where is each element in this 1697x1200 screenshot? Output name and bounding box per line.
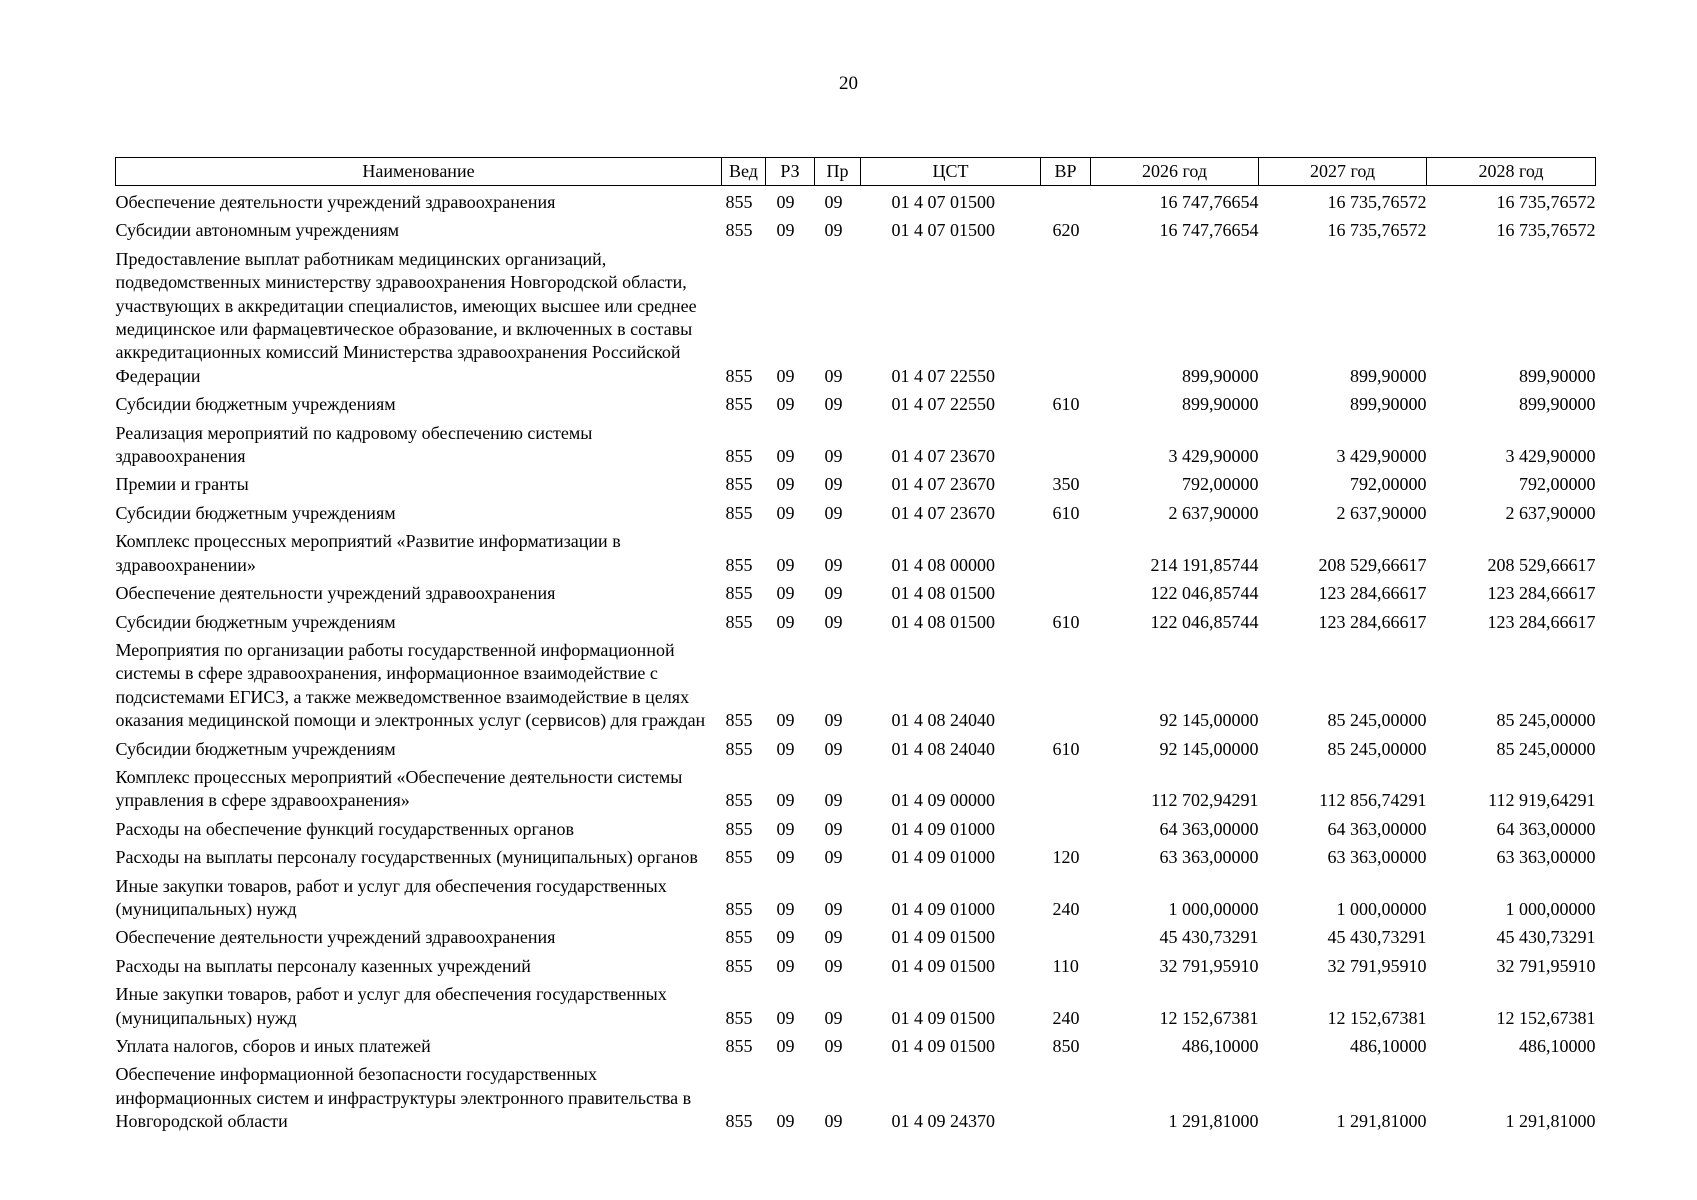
row-vr: 620 [1052, 220, 1080, 241]
table-row [116, 577, 1596, 605]
row-pr: 09 [824, 474, 843, 495]
row-name: Реализация мероприятий по кадровому обеспечению системы здравоохранения [115, 422, 593, 467]
row-ved: 855 [725, 818, 753, 839]
row-ved: 855 [725, 394, 753, 415]
row-vr: 610 [1052, 738, 1080, 759]
row-cst: 01 4 07 23670 [891, 502, 995, 523]
row-pr: 09 [824, 738, 843, 759]
row-2027: 16 735,76572 [1327, 192, 1427, 212]
row-2027: 123 284,66617 [1318, 611, 1427, 632]
row-ved: 855 [725, 1007, 753, 1028]
row-2027: 208 529,66617 [1318, 554, 1427, 575]
row-vr: 610 [1052, 394, 1080, 415]
row-pr: 09 [824, 1111, 843, 1132]
row-2026: 214 191,85744 [1150, 554, 1259, 575]
row-pr: 09 [824, 192, 843, 212]
row-vr [1041, 761, 1091, 813]
row-cst: 01 4 07 22550 [891, 394, 995, 415]
row-pr: 09 [824, 710, 843, 731]
row-2028: 85 245,00000 [1496, 710, 1596, 731]
row-rz: 09 [776, 1036, 795, 1056]
row-cst: 01 4 08 01500 [891, 583, 995, 604]
row-2028: 899,90000 [1519, 365, 1596, 386]
row-2026: 486,10000 [1182, 1036, 1259, 1056]
row-rz: 09 [776, 927, 795, 948]
row-2026: 792,00000 [1182, 474, 1259, 495]
row-2028: 64 363,00000 [1496, 818, 1596, 839]
row-2027: 85 245,00000 [1327, 710, 1427, 731]
row-cst: 01 4 09 01000 [891, 847, 995, 868]
row-2026: 64 363,00000 [1159, 818, 1259, 839]
row-cst: 01 4 07 23670 [891, 474, 995, 495]
row-2027: 85 245,00000 [1327, 738, 1427, 759]
row-name: Субсидии автономным учреждениям [115, 220, 400, 241]
table-row [116, 634, 1596, 733]
row-2027: 32 791,95910 [1327, 955, 1427, 976]
row-2026: 45 430,73291 [1159, 927, 1259, 948]
row-rz: 09 [776, 738, 795, 759]
row-ved: 855 [725, 1036, 753, 1056]
row-cst: 01 4 09 01000 [891, 898, 995, 919]
row-vr [1041, 417, 1091, 469]
row-cst: 01 4 09 01500 [891, 955, 995, 976]
row-2028: 85 245,00000 [1496, 738, 1596, 759]
row-pr: 09 [824, 927, 843, 948]
row-2026: 122 046,85744 [1150, 611, 1259, 632]
row-2028: 123 284,66617 [1487, 583, 1596, 604]
row-vr: 240 [1052, 1007, 1080, 1028]
row-cst: 01 4 07 01500 [891, 192, 995, 212]
row-ved: 855 [725, 738, 753, 759]
row-2026: 122 046,85744 [1150, 583, 1259, 604]
row-cst: 01 4 07 01500 [891, 220, 995, 241]
row-rz: 09 [776, 394, 795, 415]
row-ved: 855 [725, 611, 753, 632]
row-pr: 09 [824, 220, 843, 241]
header-ved: Вед [722, 158, 766, 186]
row-name: Субсидии бюджетным учреждениям [115, 394, 396, 415]
row-cst: 01 4 07 22550 [891, 365, 995, 386]
row-vr [1041, 577, 1091, 605]
row-2028: 112 919,64291 [1488, 790, 1596, 811]
table-row [116, 417, 1596, 469]
row-2028: 16 735,76572 [1496, 192, 1596, 212]
row-2027: 112 856,74291 [1319, 790, 1427, 811]
row-cst: 01 4 08 24040 [891, 738, 995, 759]
row-vr: 120 [1052, 847, 1080, 868]
row-vr [1041, 813, 1091, 841]
row-rz: 09 [776, 1007, 795, 1028]
row-rz: 09 [776, 955, 795, 976]
row-pr: 09 [824, 1036, 843, 1056]
table-row [116, 468, 1596, 496]
row-cst: 01 4 09 00000 [891, 790, 995, 811]
row-2026: 2 637,90000 [1168, 502, 1259, 523]
row-rz: 09 [776, 710, 795, 731]
row-ved: 855 [725, 1111, 753, 1132]
row-pr: 09 [824, 1007, 843, 1028]
row-2027: 486,10000 [1350, 1036, 1427, 1056]
page-number: 20 [839, 73, 858, 94]
row-cst: 01 4 07 23670 [891, 446, 995, 467]
row-pr: 09 [824, 898, 843, 919]
table-row [116, 1058, 1596, 1133]
row-cst: 01 4 09 01500 [891, 927, 995, 948]
row-ved: 855 [725, 474, 753, 495]
header-2026: 2026 год [1091, 158, 1259, 186]
row-name: Уплата налогов, сборов и иных платежей [115, 1036, 431, 1056]
row-rz: 09 [776, 474, 795, 495]
table-row [116, 733, 1596, 761]
row-rz: 09 [776, 611, 795, 632]
row-vr: 610 [1052, 611, 1080, 632]
row-vr [1041, 186, 1091, 215]
row-rz: 09 [776, 847, 795, 868]
row-vr [1041, 525, 1091, 577]
row-pr: 09 [824, 818, 843, 839]
row-rz: 09 [776, 790, 795, 811]
row-ved: 855 [725, 710, 753, 731]
row-name: Обеспечение информационной безопасности государственных информационных систем и инфраструктуры электронного правительства в Новгородской области [115, 1064, 692, 1132]
table-row [116, 950, 1596, 978]
row-pr: 09 [824, 502, 843, 523]
row-2026: 63 363,00000 [1159, 847, 1259, 868]
row-ved: 855 [725, 554, 753, 575]
row-name: Мероприятия по организации работы государственной информационной системы в сфере здравоохранения, информационное взаимодействие с подсистемами ЕГИСЗ, а также межведомственное взаимодействие в целях оказания медицинской помощи и электронных услуг (сервисов) для граждан [115, 639, 706, 731]
row-vr [1041, 634, 1091, 733]
row-rz: 09 [776, 220, 795, 241]
row-name: Обеспечение деятельности учреждений здравоохранения [115, 583, 556, 604]
table-row [116, 813, 1596, 841]
table-row [116, 1030, 1596, 1058]
table-row [116, 921, 1596, 949]
row-2027: 12 152,67381 [1327, 1007, 1427, 1028]
row-rz: 09 [776, 583, 795, 604]
row-2026: 16 747,76654 [1159, 192, 1259, 212]
row-2028: 32 791,95910 [1496, 955, 1596, 976]
row-ved: 855 [725, 955, 753, 976]
row-2027: 123 284,66617 [1318, 583, 1427, 604]
row-2026: 92 145,00000 [1159, 710, 1259, 731]
row-2028: 486,10000 [1519, 1036, 1596, 1056]
header-vr: ВР [1041, 158, 1091, 186]
table-row [116, 525, 1596, 577]
header-pr: Пр [815, 158, 861, 186]
row-ved: 855 [725, 220, 753, 241]
row-name: Предоставление выплат работникам медицинских организаций, подведомственных министерству здравоохранения Новгородской области, участвующих в аккредитации специалистов, имеющих высшее или среднее медицинское или фармацевтическое образование, и включенных в составы аккредитационных комиссий Министерства здравоохранения Российской Федерации [115, 248, 697, 386]
row-ved: 855 [725, 927, 753, 948]
row-pr: 09 [824, 394, 843, 415]
row-rz: 09 [776, 1111, 795, 1132]
header-name: Наименование [116, 158, 722, 186]
row-vr: 350 [1052, 474, 1080, 495]
row-2026: 1 000,00000 [1168, 898, 1259, 919]
row-2026: 899,90000 [1182, 394, 1259, 415]
table-row [116, 243, 1596, 388]
row-2028: 899,90000 [1519, 394, 1596, 415]
row-vr: 110 [1052, 955, 1079, 976]
row-name: Субсидии бюджетным учреждениям [115, 502, 396, 523]
row-2026: 12 152,67381 [1159, 1007, 1259, 1028]
row-rz: 09 [776, 898, 795, 919]
row-2028: 123 284,66617 [1487, 611, 1596, 632]
row-2028: 208 529,66617 [1487, 554, 1596, 575]
table-row [116, 497, 1596, 525]
table-row [116, 388, 1596, 416]
header-rz: РЗ [766, 158, 815, 186]
row-2026: 3 429,90000 [1168, 446, 1259, 467]
row-name: Комплекс процессных мероприятий «Обеспечение деятельности системы управления в сфере здравоохранения» [115, 766, 683, 811]
row-vr [1041, 921, 1091, 949]
row-ved: 855 [725, 583, 753, 604]
row-pr: 09 [824, 955, 843, 976]
row-cst: 01 4 09 24370 [891, 1111, 995, 1132]
row-2028: 792,00000 [1519, 474, 1596, 495]
row-2027: 16 735,76572 [1327, 220, 1427, 241]
row-ved: 855 [725, 847, 753, 868]
row-pr: 09 [824, 365, 843, 386]
row-rz: 09 [776, 554, 795, 575]
row-2027: 3 429,90000 [1336, 446, 1427, 467]
row-name: Обеспечение деятельности учреждений здравоохранения [115, 927, 556, 948]
row-name: Комплекс процессных мероприятий «Развитие информатизации в здравоохранении» [115, 531, 621, 575]
table-row [116, 214, 1596, 242]
row-vr [1041, 1058, 1091, 1133]
row-pr: 09 [824, 446, 843, 467]
table-row [116, 870, 1596, 922]
row-name: Обеспечение деятельности учреждений здравоохранения [115, 192, 556, 212]
row-vr: 240 [1052, 898, 1080, 919]
row-2027: 45 430,73291 [1327, 927, 1427, 948]
row-2028: 1 291,81000 [1505, 1111, 1596, 1132]
row-2027: 63 363,00000 [1327, 847, 1427, 868]
row-cst: 01 4 09 01000 [891, 818, 995, 839]
row-cst: 01 4 09 01500 [891, 1007, 995, 1028]
row-name: Субсидии бюджетным учреждениям [115, 611, 396, 632]
row-cst: 01 4 08 00000 [891, 554, 995, 575]
row-2027: 899,90000 [1350, 365, 1427, 386]
row-rz: 09 [776, 446, 795, 467]
row-ved: 855 [725, 502, 753, 523]
row-pr: 09 [824, 847, 843, 868]
row-pr: 09 [824, 611, 843, 632]
row-vr: 610 [1052, 502, 1080, 523]
row-name: Субсидии бюджетным учреждениям [115, 738, 396, 759]
row-2027: 792,00000 [1350, 474, 1427, 495]
row-2028: 3 429,90000 [1505, 446, 1596, 467]
header-cst: ЦСТ [861, 158, 1041, 186]
row-2027: 64 363,00000 [1327, 818, 1427, 839]
row-name: Иные закупки товаров, работ и услуг для обеспечения государственных (муниципальных) нужд [115, 984, 667, 1028]
row-2028: 45 430,73291 [1496, 927, 1596, 948]
row-pr: 09 [824, 554, 843, 575]
row-ved: 855 [725, 790, 753, 811]
row-pr: 09 [824, 583, 843, 604]
row-pr: 09 [824, 790, 843, 811]
row-name: Расходы на выплаты персоналу государственных (муниципальных) органов [115, 847, 698, 868]
row-name: Иные закупки товаров, работ и услуг для обеспечения государственных (муниципальных) нужд [115, 875, 667, 919]
row-2026: 112 702,94291 [1151, 790, 1259, 811]
row-name: Премии и гранты [115, 474, 249, 495]
row-2026: 1 291,81000 [1168, 1111, 1259, 1132]
row-2026: 16 747,76654 [1159, 220, 1259, 241]
row-2027: 1 000,00000 [1336, 898, 1427, 919]
row-rz: 09 [776, 192, 795, 212]
row-cst: 01 4 09 01500 [891, 1036, 995, 1056]
table-body [116, 186, 1596, 1134]
table-row [116, 186, 1596, 215]
row-2028: 1 000,00000 [1505, 898, 1596, 919]
row-ved: 855 [725, 446, 753, 467]
row-2027: 899,90000 [1350, 394, 1427, 415]
budget-table [115, 157, 1596, 1134]
row-vr: 850 [1052, 1036, 1080, 1056]
row-ved: 855 [725, 898, 753, 919]
row-2028: 12 152,67381 [1496, 1007, 1596, 1028]
row-name: Расходы на обеспечение функций государственных органов [115, 818, 574, 839]
table-row [116, 841, 1596, 869]
row-vr [1041, 243, 1091, 388]
row-2027: 2 637,90000 [1336, 502, 1427, 523]
row-2028: 2 637,90000 [1505, 502, 1596, 523]
table-row [116, 761, 1596, 813]
header-2027: 2027 год [1259, 158, 1427, 186]
row-2026: 32 791,95910 [1159, 955, 1259, 976]
table-row [116, 606, 1596, 634]
row-rz: 09 [776, 502, 795, 523]
header-2028: 2028 год [1427, 158, 1596, 186]
row-2026: 92 145,00000 [1159, 738, 1259, 759]
row-cst: 01 4 08 24040 [891, 710, 995, 731]
row-2028: 16 735,76572 [1496, 220, 1596, 241]
row-rz: 09 [776, 818, 795, 839]
table-header-row [116, 158, 1596, 186]
row-rz: 09 [776, 365, 795, 386]
row-2028: 63 363,00000 [1496, 847, 1596, 868]
row-ved: 855 [725, 192, 753, 212]
row-name: Расходы на выплаты персоналу казенных учреждений [115, 955, 531, 976]
row-cst: 01 4 08 01500 [891, 611, 995, 632]
row-2027: 1 291,81000 [1336, 1111, 1427, 1132]
table-row [116, 978, 1596, 1030]
row-2026: 899,90000 [1182, 365, 1259, 386]
row-ved: 855 [725, 365, 753, 386]
